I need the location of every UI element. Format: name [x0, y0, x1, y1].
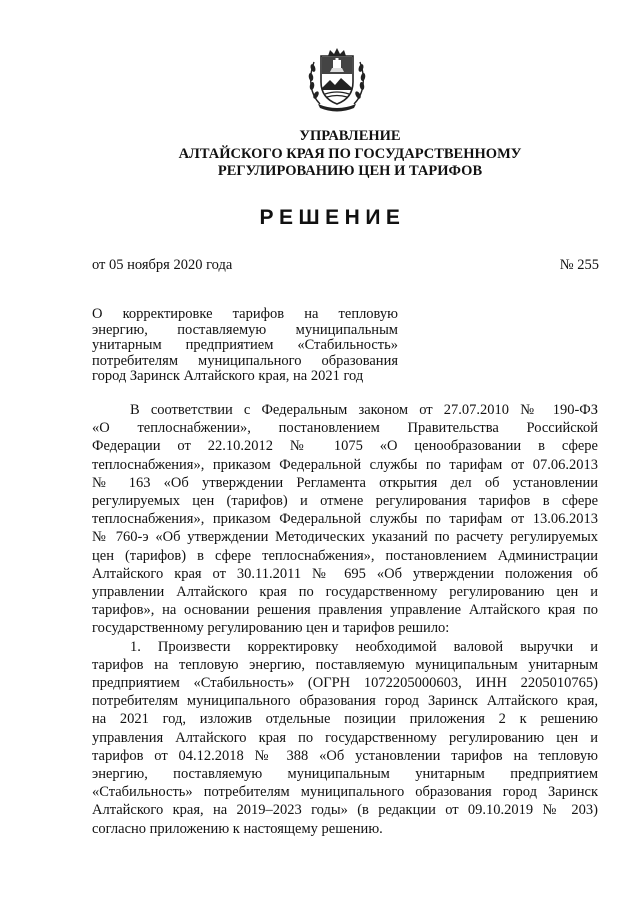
- body-line: государственному регулированию цен и тарифов решило:: [92, 620, 450, 637]
- body-line: на 2021 год, изложив отдельные позиции приложения 2 к решению: [92, 711, 598, 728]
- document-type-title: РЕШЕНИЕ: [259, 206, 406, 229]
- body-line: энергию, поставляемую муниципальным унитарным предприятием: [92, 766, 598, 783]
- body-line: цен (тарифов) в сфере теплоснабжения», постановлением Администрации: [92, 547, 598, 564]
- body-line: «Стабильность» потребителям муниципального образования город Заринск: [92, 784, 598, 801]
- body-line: теплоснабжения», приказом Федеральной службы по тарифам от 13.06.2013: [92, 511, 598, 528]
- organization-line-1: УПРАВЛЕНИЕ: [299, 128, 401, 144]
- subject-line: потребителям муниципального образования: [92, 352, 398, 369]
- body-line: тарифов», на основании решения правления управление Алтайского края по: [92, 602, 598, 619]
- body-line: теплоснабжения», приказом Федеральной службы по тарифам от 07.06.2013: [92, 456, 598, 473]
- body-line: управлении Алтайского края по государственному регулированию цен и: [92, 584, 598, 601]
- body-line: Алтайского края от 30.11.2011 № 695 «Об утверждении положения об: [92, 565, 598, 582]
- body-line: № 163 «Об утверждении Регламента открытия дел об установлении: [92, 474, 598, 491]
- body-line: управления Алтайского края по государственному регулированию цен и: [92, 729, 598, 746]
- body-line: 1. Произвести корректировку необходимой валовой выручки и: [130, 638, 598, 655]
- document-subject: [92, 307, 398, 385]
- body-line: «О теплоснабжении», постановлением Правительства Российской: [92, 420, 598, 437]
- document-body: [92, 401, 598, 838]
- document-number: № 255: [559, 257, 599, 273]
- organization-line-3: РЕГУЛИРОВАНИЮ ЦЕН И ТАРИФОВ: [217, 163, 483, 179]
- body-line: № 760-э «Об утверждении Методических указаний по расчету регулируемых: [92, 529, 598, 546]
- body-line: согласно приложению к настоящему решению.: [92, 820, 383, 837]
- altai-coat-of-arms-icon: [306, 42, 368, 114]
- body-line: Алтайского края, на 2019–2023 годы» (в редакции от 09.10.2019 № 203): [92, 802, 598, 819]
- body-line: предприятием «Стабильность» (ОГРН 1072205000603, ИНН 2205010765): [92, 675, 598, 692]
- body-line: В соответствии с Федеральным законом от 27.07.2010 № 190-ФЗ: [130, 402, 598, 418]
- body-line: тарифов на тепловую энергию, поставляемую муниципальным унитарным: [92, 656, 598, 673]
- body-line: Федерации от 22.10.2012 № 1075 «О ценообразовании в сфере: [92, 438, 598, 455]
- subject-line: унитарным предприятием «Стабильность»: [92, 337, 398, 353]
- subject-line: О корректировке тарифов на тепловую: [92, 306, 398, 322]
- organization-line-2: АЛТАЙСКОГО КРАЯ ПО ГОСУДАРСТВЕННОМУ: [178, 145, 522, 162]
- document-date: от 05 ноября 2020 года: [92, 257, 233, 273]
- organization-name: [120, 128, 580, 181]
- body-line: тарифов от 04.12.2018 № 388 «Об установлении тарифов на тепловую: [92, 747, 598, 764]
- subject-line: энергию, поставляемую муниципальным: [92, 321, 398, 338]
- body-line: регулируемых цен (тарифов) и отмене регулирования тарифов в сфере: [92, 493, 598, 510]
- body-line: потребителям муниципального образования город Заринск Алтайского края,: [92, 693, 598, 710]
- subject-line: город Заринск Алтайского края, на 2021 год: [92, 368, 364, 384]
